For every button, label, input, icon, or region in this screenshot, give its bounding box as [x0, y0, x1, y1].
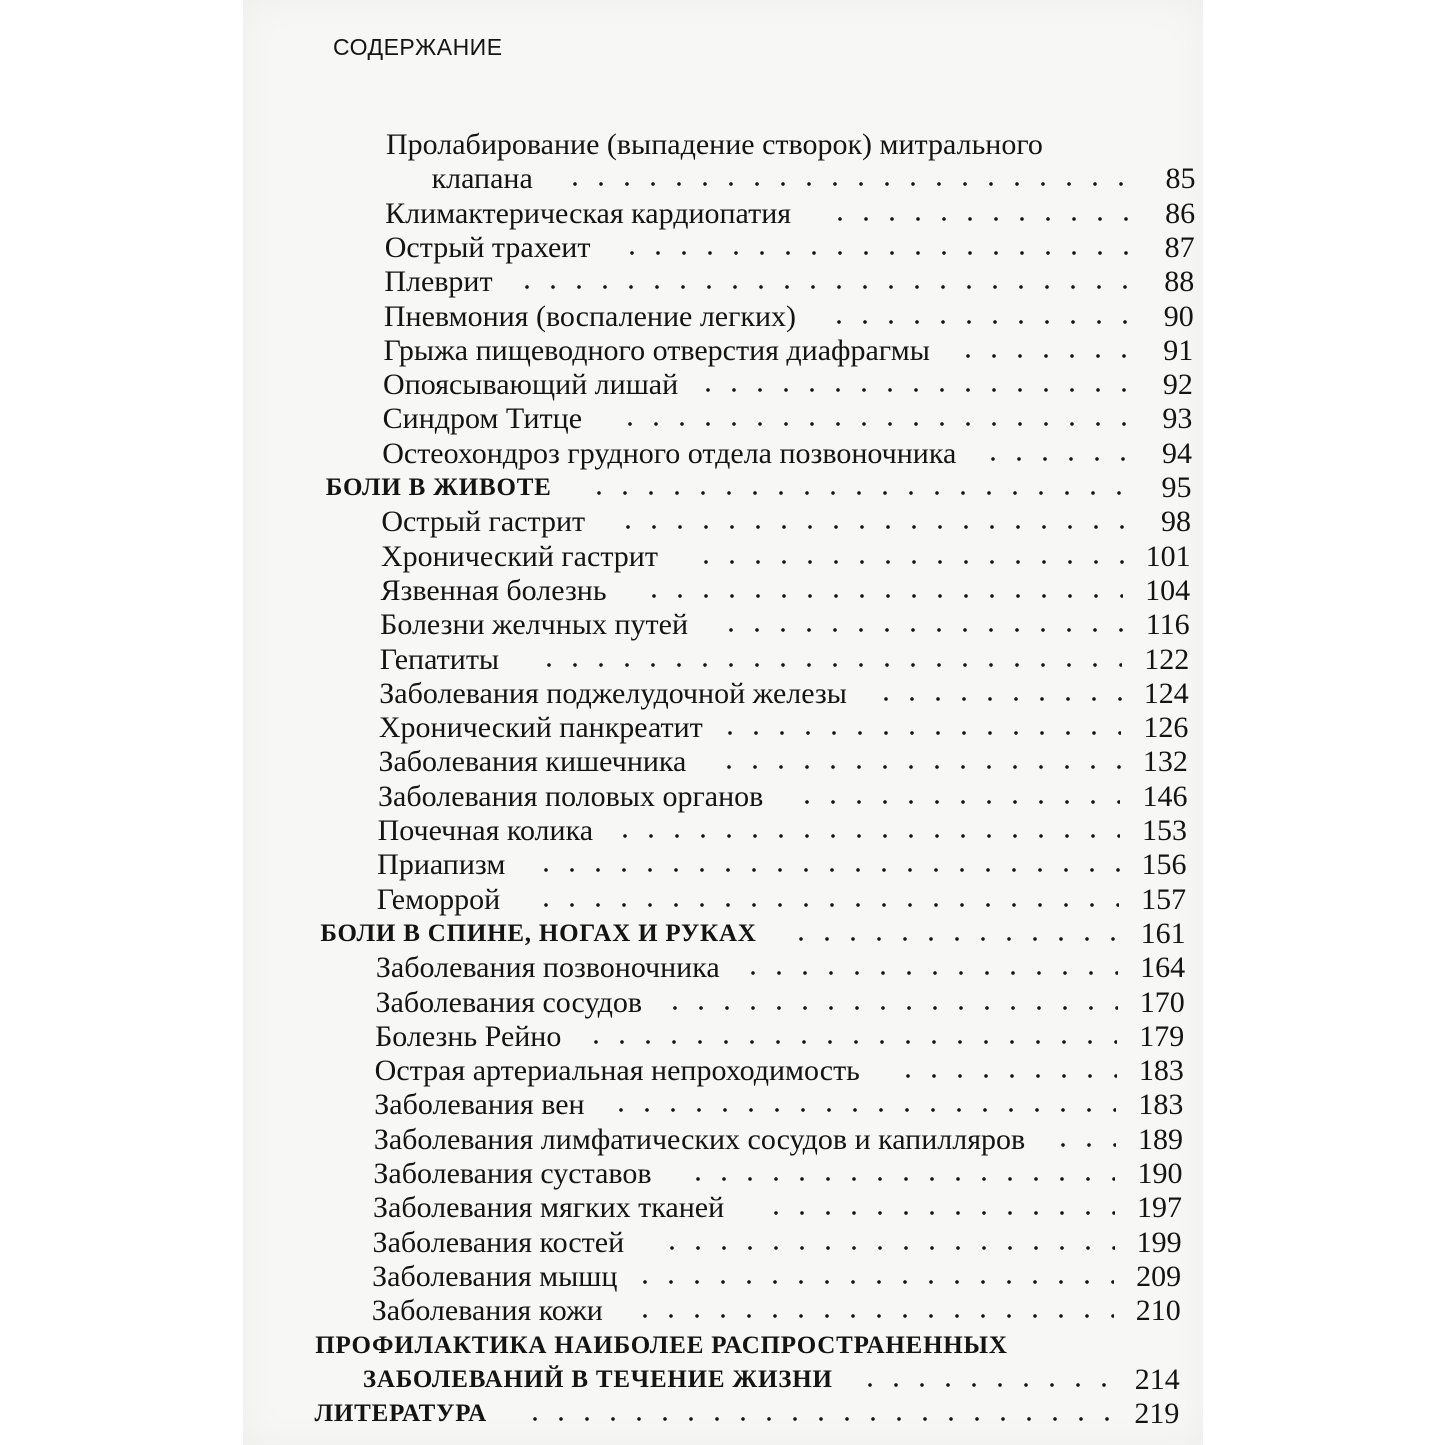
toc-entry-page-number: 116 — [1145, 608, 1190, 642]
toc-entry-page-number: 209 — [1136, 1259, 1182, 1293]
toc-entry-title: клапана — [431, 162, 533, 196]
toc-entry-page-number: 164 — [1140, 951, 1186, 985]
toc-entry — [385, 197, 1195, 231]
toc-entry — [381, 540, 1191, 574]
toc-entry — [379, 677, 1189, 711]
dot-leader — [717, 731, 1121, 735]
toc-entry-page-number: 95 — [1161, 471, 1192, 504]
toc-entry-page-number: 219 — [1134, 1397, 1180, 1431]
toc-entry-title: Язвенная болезнь — [380, 573, 607, 607]
dot-leader — [533, 903, 1119, 907]
dot-leader — [980, 457, 1140, 461]
toc-entry-title: Острый гастрит — [381, 505, 586, 539]
toc-entry-title: ПРОФИЛАКТИКА НАИБОЛЕЕ РАСПРОСТРАНЕННЫХ — [315, 1331, 1008, 1359]
toc-entry — [373, 1191, 1182, 1225]
toc-entry — [375, 1054, 1184, 1088]
dot-leader — [533, 868, 1119, 872]
toc-entry-title: Заболевания вен — [374, 1088, 585, 1122]
toc-entry-page-number: 183 — [1138, 1088, 1184, 1122]
dot-leader — [827, 217, 1143, 221]
page-header: СОДЕРЖАНИЕ — [333, 34, 503, 60]
dot-leader — [659, 1246, 1115, 1250]
toc-entry — [383, 368, 1193, 402]
dot-leader — [615, 525, 1139, 529]
toc-entry-page-number: 179 — [1139, 1019, 1185, 1053]
dot-leader — [693, 560, 1124, 564]
toc-entry-page-number: 126 — [1143, 711, 1189, 745]
dot-leader — [617, 422, 1141, 426]
toc-entry — [384, 300, 1194, 334]
toc-entry — [314, 1397, 1179, 1431]
toc-entry — [326, 471, 1192, 505]
toc-entry-title: Пролабирование (выпадение створок) митрального — [386, 128, 1043, 161]
toc-entry — [379, 711, 1188, 745]
toc-entry — [432, 162, 1196, 196]
toc-entry-page-number: 189 — [1137, 1122, 1183, 1156]
toc-entry-page-number: 94 — [1161, 436, 1192, 470]
toc-entry-title: Заболевания лимфатических сосудов и капилляров — [373, 1122, 1026, 1156]
toc-entry-page-number: 122 — [1144, 642, 1190, 676]
toc-entry — [384, 265, 1194, 299]
toc-entry-title: Заболевания позвоночника — [375, 951, 720, 985]
dot-leader — [1050, 1143, 1116, 1147]
toc-entry — [374, 1088, 1183, 1122]
toc-entry-title: ЗАБОЛЕВАНИЙ В ТЕЧЕНИЕ ЖИЗНИ — [362, 1365, 833, 1393]
toc-entry-page-number: 214 — [1134, 1362, 1180, 1396]
toc-entry-title: БОЛИ В ЖИВОТЕ — [325, 474, 552, 501]
dot-leader — [857, 1383, 1113, 1387]
dot-leader — [718, 628, 1124, 632]
toc-entry — [378, 780, 1187, 814]
toc-entry-page-number: 197 — [1137, 1191, 1183, 1225]
toc-entry-title: Заболевания кожи — [371, 1294, 603, 1328]
toc-entry-title: Почечная колика — [377, 814, 594, 847]
toc-entry-title: Заболевания мягких тканей — [372, 1191, 725, 1225]
toc-entry-title: Плеврит — [384, 265, 493, 299]
toc-entry — [380, 643, 1190, 677]
toc-entry-title: Острая артериальная непроходимость — [374, 1054, 860, 1088]
dot-leader — [794, 800, 1120, 804]
toc-entry-page-number: 199 — [1136, 1225, 1182, 1259]
toc-entry-title: Заболевания суставов — [373, 1157, 652, 1190]
toc-entry-page-number: 85 — [1165, 162, 1196, 196]
dot-leader — [608, 1108, 1116, 1112]
dot-leader — [763, 1211, 1115, 1215]
toc-entry-page-number: 98 — [1161, 505, 1192, 539]
toc-entry-page-number: 153 — [1141, 814, 1187, 847]
toc-entry-page-number: 88 — [1164, 265, 1195, 299]
dot-leader — [619, 251, 1143, 255]
toc-entry-page-number: 132 — [1142, 745, 1188, 779]
toc-entry — [381, 574, 1191, 608]
toc-entry-title: Остеохондроз грудного отдела позвоночника — [382, 436, 957, 470]
toc-entry-title: Болезнь Рейно — [375, 1019, 562, 1053]
toc-entry — [372, 1260, 1181, 1294]
toc-entry — [375, 1020, 1184, 1054]
toc-entry-title: Геморрой — [376, 882, 501, 916]
toc-entry-title: Климактерическая кардиопатия — [385, 196, 792, 230]
dot-leader — [562, 182, 1144, 186]
toc-entry — [378, 745, 1187, 779]
toc-entry-title: Синдром Титце — [382, 402, 583, 436]
toc-entry-page-number: 183 — [1138, 1054, 1184, 1088]
toc-entry-title: ЛИТЕРАТУРА — [314, 1400, 487, 1428]
toc-entry — [386, 128, 1196, 162]
dot-leader — [955, 354, 1141, 358]
toc-entry-title: Опоясывающий лишай — [383, 368, 679, 402]
toc-entry-page-number: 124 — [1143, 676, 1189, 710]
toc-entry — [372, 1294, 1181, 1328]
toc-entry — [374, 1123, 1183, 1157]
toc-entry-title: Гепатиты — [379, 642, 500, 676]
toc-entry-page-number: 91 — [1163, 333, 1194, 367]
dot-leader — [641, 594, 1124, 598]
toc-entry-page-number: 86 — [1165, 196, 1196, 230]
toc-entry — [320, 917, 1185, 951]
toc-entry-page-number: 90 — [1163, 299, 1194, 333]
toc-entry — [381, 505, 1191, 539]
toc-entry-title: Заболевания костей — [372, 1225, 625, 1259]
toc-entry-title: Заболевания сосудов — [375, 985, 643, 1019]
toc-entry — [378, 814, 1187, 848]
toc-entry — [373, 1226, 1182, 1260]
toc-entry — [363, 1363, 1180, 1397]
toc-entry-page-number: 92 — [1162, 368, 1193, 402]
toc-entry-page-number: 161 — [1140, 916, 1186, 950]
toc-entry-page-number: 93 — [1162, 402, 1193, 436]
toc-entry — [380, 608, 1190, 642]
toc-entry — [383, 402, 1193, 436]
dot-leader — [514, 285, 1142, 289]
dot-leader — [632, 1314, 1114, 1318]
toc-entry — [315, 1329, 1180, 1363]
dot-leader — [662, 1006, 1118, 1010]
toc-entry-page-number: 156 — [1141, 848, 1187, 882]
dot-leader — [873, 697, 1122, 701]
toc-entry-title: Заболевания половых органов — [378, 779, 764, 813]
dot-leader — [685, 1177, 1115, 1181]
toc-entry — [376, 986, 1185, 1020]
toc-entry-title: Пневмония (воспаление легких) — [383, 299, 797, 333]
toc-entry-title: БОЛИ В СПИНЕ, НОГАХ И РУКАХ — [320, 919, 757, 947]
toc-entry-page-number: 157 — [1141, 882, 1187, 916]
toc-entry-page-number: 104 — [1145, 573, 1191, 607]
dot-leader — [632, 1280, 1114, 1284]
toc-entry — [385, 231, 1195, 265]
toc-entry-title: Хронический панкреатит — [378, 711, 703, 745]
dot-leader — [522, 1417, 1112, 1421]
toc-entry-page-number: 101 — [1145, 539, 1191, 573]
toc-entry-page-number: 146 — [1142, 779, 1188, 813]
toc-entry-page-number: 87 — [1164, 230, 1195, 264]
dot-leader — [788, 937, 1118, 941]
toc-entry-title: Заболевания поджелудочной железы — [379, 676, 847, 710]
toc-entry-title: Острый трахеит — [384, 230, 591, 264]
toc-entry — [373, 1157, 1182, 1191]
toc-entry — [377, 883, 1186, 917]
dot-leader — [716, 765, 1120, 769]
dot-leader — [586, 491, 1140, 495]
toc-entry-title: Хронический гастрит — [380, 539, 658, 573]
dot-leader — [695, 388, 1141, 392]
toc-entry-title: Болезни желчных путей — [380, 608, 689, 642]
toc-entry — [377, 848, 1186, 882]
toc-entry-title: Заболевания мышц — [372, 1259, 618, 1293]
dot-leader — [583, 1040, 1117, 1044]
toc-entry-title: Грыжа пищеводного отверстия диафрагмы — [383, 333, 930, 367]
toc-entry — [383, 334, 1193, 368]
dot-leader — [895, 1074, 1117, 1078]
toc-entry-title: Заболевания кишечника — [378, 745, 687, 779]
dot-leader — [826, 320, 1142, 324]
dot-leader — [740, 971, 1118, 975]
toc-entry-page-number: 190 — [1137, 1157, 1183, 1190]
dot-leader — [612, 834, 1120, 838]
toc-entry — [376, 951, 1185, 985]
dot-leader — [536, 663, 1123, 667]
toc-entry-page-number: 170 — [1139, 985, 1185, 1019]
toc-entry — [382, 437, 1192, 471]
toc-entry-title: Приапизм — [377, 848, 506, 882]
toc-entry-page-number: 210 — [1135, 1294, 1181, 1328]
